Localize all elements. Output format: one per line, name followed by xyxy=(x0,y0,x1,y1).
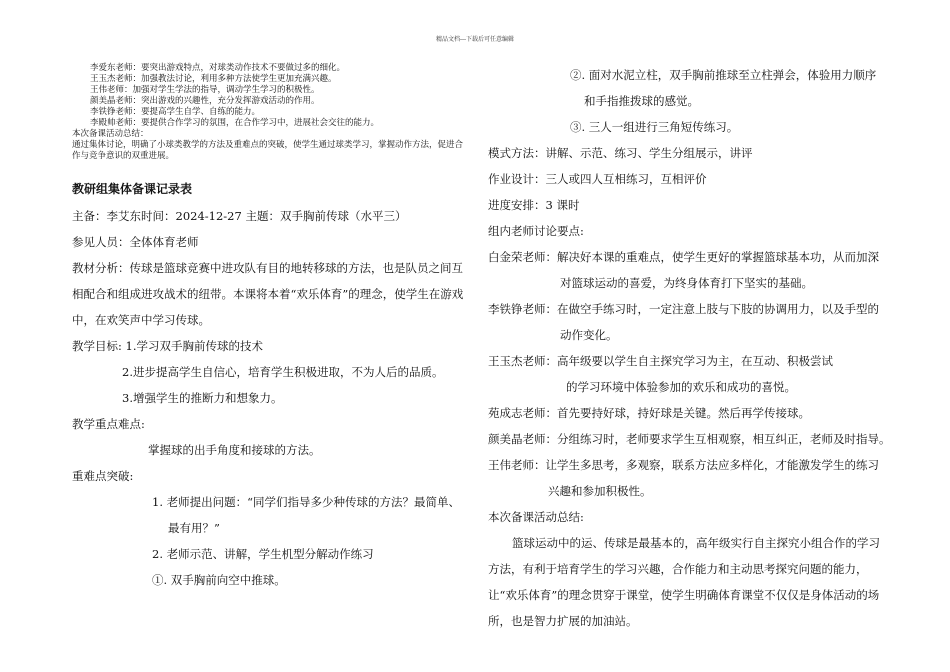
record-section xyxy=(72,180,472,593)
material-analysis: 教材分析：传球是篮球竞赛中进攻队有目的地转移球的方法，也是队员之间互相配合和组成进攻战术的纽带。本课将本着“欢乐体育”的理念，使学生在游戏中，在欢笑声中学习传球。 xyxy=(72,261,464,327)
discussion-point-cont: 动作变化。 xyxy=(560,328,618,342)
right-section xyxy=(488,62,898,634)
breakthrough-label: 重难点突破: xyxy=(72,469,134,483)
teacher-comment: 颜美晶老师：突出游戏的兴趣性，充分发挥游戏活动的作用。 xyxy=(90,96,320,106)
discussion-point: 白金荣老师：解决好本课的重难点，使学生更好的掌握篮球基本功，从而加深 xyxy=(488,250,879,264)
page-header-note: 精品文档---下载后可任意编辑 xyxy=(435,36,515,43)
teaching-goal-3: 3.增强学生的推断力和想象力。 xyxy=(122,391,283,405)
left-top-section xyxy=(72,63,472,162)
breakthrough-substep-1: ①. 双手胸前向空中推球。 xyxy=(152,573,286,587)
teacher-comment: 李殿帅老师：要提供合作学习的氛围，在合作学习中，进展社会交往的能力。 xyxy=(90,118,380,128)
teacher-comment: 李爱东老师：要突出游戏特点，对球类动作技术不要做过多的细化。 xyxy=(90,63,346,73)
discussion-point-cont: 对篮球运动的喜爱，为终身体育打下坚实的基础。 xyxy=(560,276,813,290)
discussion-point-cont: 兴趣和参加积极性。 xyxy=(548,484,652,498)
summary-text: 篮球运动中的运、传球是最基本的，高年级实行自主探究小组合作的学习方法，有利于培育学生的学习兴趣，合作能力和主动思考探究问题的能力，让“欢乐体育”的理念贯穿于课堂，使学生明确体育课堂不仅仅是身体活动的场所，也是智力扩展的加油站。 xyxy=(488,536,880,628)
discussion-point: 王玉杰老师：高年级要以学生自主探究学习为主，在互动、积极尝试 xyxy=(488,354,833,368)
substep-2: ②. 面对水泥立柱，双手胸前推球至立柱弹会，体验用力顺序 xyxy=(570,68,877,82)
key-points-label: 教学重点难点: xyxy=(72,417,145,431)
teacher-comment: 王玉杰老师：加强教法讨论，利用多种方法使学生更加充满兴趣。 xyxy=(90,74,337,84)
discussion-point: 王伟老师：让学生多思考，多观察，联系方法应多样化，才能激发学生的练习 xyxy=(488,458,879,472)
summary-label: 本次备课活动总结： xyxy=(72,129,149,139)
summary-text: 通过集体讨论，明确了小球类教学的方法及重难点的突破，使学生通过球类学习，掌握动作方法，促进合作与竞争意识的双重进展。 xyxy=(72,140,464,161)
participants-line: 参见人员：全体体育老师 xyxy=(72,235,199,249)
teacher-comment: 李铁铮老师：要提高学生自学、自练的能力。 xyxy=(90,107,261,117)
host-line: 主备：李艾东时间：2024-12-27 主题：双手胸前传球（水平三） xyxy=(72,209,407,223)
homework-design: 作业设计：三人或四人互相练习，互相评价 xyxy=(488,172,707,186)
discussion-point: 苑成志老师：首先要持好球，持好球是关键。然后再学传接球。 xyxy=(488,406,810,420)
breakthrough-step-1: 1. 老师提出问题：“同学们指导多少种传球的方法？最简单、 xyxy=(152,495,461,509)
mode-method: 模式方法：讲解、示范、练习、学生分组展示，讲评 xyxy=(488,146,753,160)
discussion-label: 组内老师讨论要点: xyxy=(488,224,584,238)
teaching-goal-1: 教学目标: 1.学习双手胸前传球的技术 xyxy=(72,339,264,353)
teaching-goal-2: 2.进步提高学生自信心，培育学生积极进取，不为人后的品质。 xyxy=(122,365,444,379)
summary-label: 本次备课活动总结: xyxy=(488,510,584,524)
schedule: 进度安排：3 课时 xyxy=(488,198,580,212)
discussion-point: 李铁铮老师：在做空手练习时，一定注意上肢与下肢的协调用力，以及手型的 xyxy=(488,302,879,316)
substep-3: ③. 三人一组进行三角短传练习。 xyxy=(570,120,739,134)
discussion-point-cont: 的学习环境中体验参加的欢乐和成功的喜悦。 xyxy=(566,380,796,394)
teacher-comment: 王伟老师：加强对学生学法的指导，调动学生学习的积极性。 xyxy=(90,85,320,95)
substep-2-cont: 和手指推拨球的感觉。 xyxy=(584,94,699,108)
key-points-text: 掌握球的出手角度和接球的方法。 xyxy=(148,443,321,457)
discussion-point: 颜美晶老师：分组练习时，老师要求学生互相观察，相互纠正，老师及时指导。 xyxy=(488,432,891,446)
breakthrough-step-2: 2. 老师示范、讲解，学生机型分解动作练习 xyxy=(152,547,374,561)
breakthrough-step-1-cont: 最有用？” xyxy=(168,521,220,535)
record-title: 教研组集体备课记录表 xyxy=(72,182,193,196)
